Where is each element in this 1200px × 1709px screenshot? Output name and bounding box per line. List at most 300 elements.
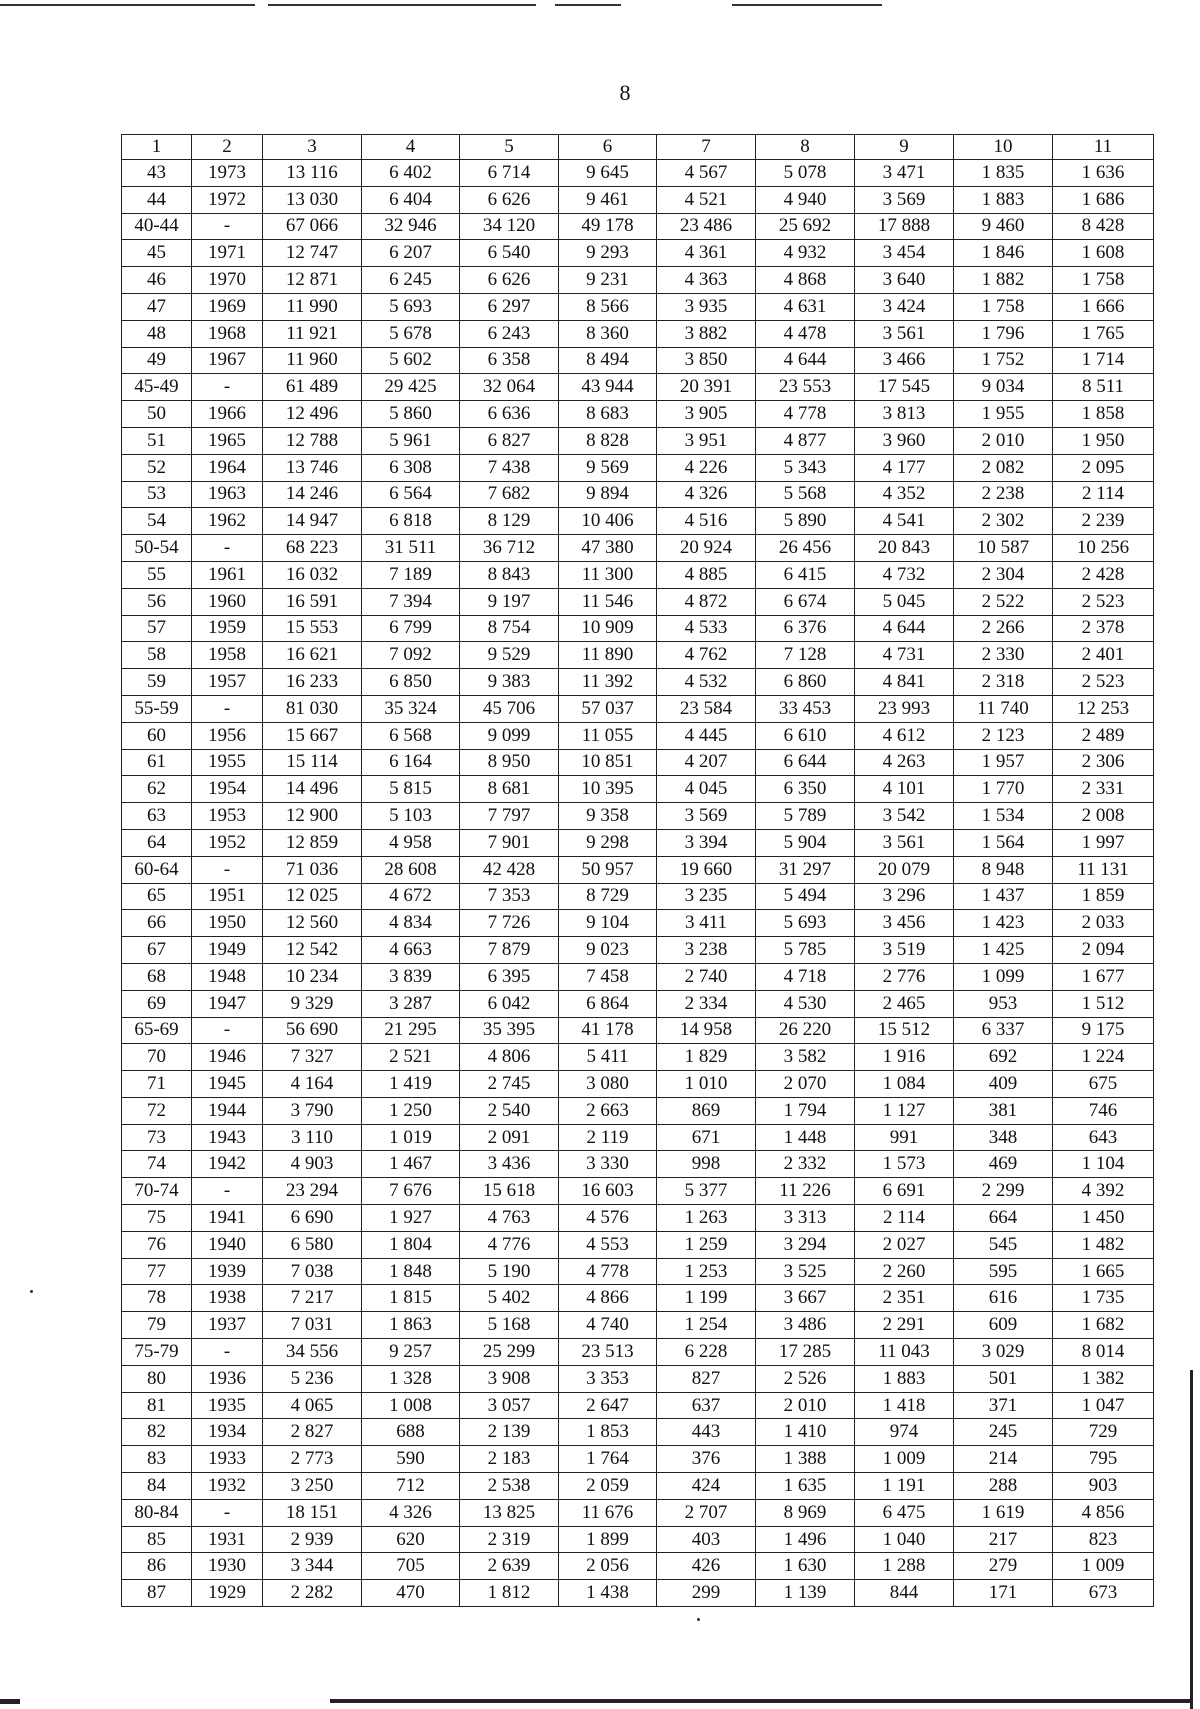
table-subtotal-row — [122, 535, 1154, 562]
table-cell: - — [192, 374, 263, 401]
table-cell: 1 099 — [954, 963, 1053, 990]
table-cell: 2 663 — [559, 1097, 657, 1124]
table-cell: 4 533 — [657, 615, 756, 642]
table-cell: 5 343 — [756, 454, 855, 481]
table-cell: 3 110 — [263, 1124, 362, 1151]
table-cell: 9 529 — [460, 642, 559, 669]
table-cell: 6 042 — [460, 990, 559, 1017]
table-cell: 1945 — [192, 1071, 263, 1098]
table-cell: 23 486 — [657, 213, 756, 240]
table-cell: 55 — [122, 561, 192, 588]
table-cell: - — [192, 856, 263, 883]
table-cell: 2 332 — [756, 1151, 855, 1178]
table-cell: 1 796 — [954, 320, 1053, 347]
table-cell: 1940 — [192, 1231, 263, 1258]
table-row — [122, 1231, 1154, 1258]
table-cell: 3 436 — [460, 1151, 559, 1178]
table-cell: 6 818 — [362, 508, 460, 535]
table-cell: 2 740 — [657, 963, 756, 990]
table-cell: 52 — [122, 454, 192, 481]
table-cell: 11 960 — [263, 347, 362, 374]
table-cell: 78 — [122, 1285, 192, 1312]
table-cell: 9 461 — [559, 186, 657, 213]
table-cell: 4 541 — [855, 508, 954, 535]
table-cell: 6 297 — [460, 293, 559, 320]
table-cell: 3 344 — [263, 1553, 362, 1580]
table-cell: 4 841 — [855, 669, 954, 696]
table-cell: 1 104 — [1053, 1151, 1154, 1178]
table-cell: 76 — [122, 1231, 192, 1258]
scan-edge-line — [1190, 1370, 1193, 1709]
table-cell: 1 040 — [855, 1526, 954, 1553]
table-cell: 1 482 — [1053, 1231, 1154, 1258]
table-cell: 12 542 — [263, 937, 362, 964]
table-cell: 74 — [122, 1151, 192, 1178]
table-cell: 9 293 — [559, 240, 657, 267]
table-row — [122, 561, 1154, 588]
table-cell: 1 573 — [855, 1151, 954, 1178]
table-cell: 1 758 — [954, 293, 1053, 320]
table-cell: 15 114 — [263, 749, 362, 776]
table-cell: 2 827 — [263, 1419, 362, 1446]
table-cell: 299 — [657, 1580, 756, 1607]
table-cell: 5 568 — [756, 481, 855, 508]
table-cell: 3 466 — [855, 347, 954, 374]
table-cell: 23 993 — [855, 695, 954, 722]
table-cell: 8 428 — [1053, 213, 1154, 240]
table-cell: 5 693 — [362, 293, 460, 320]
table-cell: 2 939 — [263, 1526, 362, 1553]
table-cell: 9 298 — [559, 829, 657, 856]
table-cell: 5 890 — [756, 508, 855, 535]
table-cell: 6 691 — [855, 1178, 954, 1205]
table-cell: 6 799 — [362, 615, 460, 642]
table-cell: 3 582 — [756, 1044, 855, 1071]
table-cell: 16 591 — [263, 588, 362, 615]
table-cell: 2 010 — [954, 427, 1053, 454]
table-row — [122, 588, 1154, 615]
table-cell: 7 879 — [460, 937, 559, 964]
table-cell: 10 256 — [1053, 535, 1154, 562]
table-cell: 595 — [954, 1258, 1053, 1285]
table-cell: 70-74 — [122, 1178, 192, 1205]
table-cell: 6 243 — [460, 320, 559, 347]
table-cell: 8 494 — [559, 347, 657, 374]
table-cell: 3 951 — [657, 427, 756, 454]
table-cell: 1 008 — [362, 1392, 460, 1419]
table-cell: 1 328 — [362, 1365, 460, 1392]
table-cell: 3 790 — [263, 1097, 362, 1124]
table-cell: 998 — [657, 1151, 756, 1178]
table-cell: 20 924 — [657, 535, 756, 562]
table-cell: 5 377 — [657, 1178, 756, 1205]
table-cell: 1957 — [192, 669, 263, 696]
table-row — [122, 1258, 1154, 1285]
table-cell: 1933 — [192, 1446, 263, 1473]
table-cell: 2 027 — [855, 1231, 954, 1258]
page-number: 8 — [619, 80, 631, 105]
table-cell: 705 — [362, 1553, 460, 1580]
table-row — [122, 910, 1154, 937]
table-cell: 1 199 — [657, 1285, 756, 1312]
table-cell: 7 353 — [460, 883, 559, 910]
table-cell: 2 114 — [1053, 481, 1154, 508]
table-cell: 4 521 — [657, 186, 756, 213]
column-header: 5 — [460, 135, 559, 160]
table-row — [122, 1365, 1154, 1392]
table-cell: 1 735 — [1053, 1285, 1154, 1312]
table-cell: 1 848 — [362, 1258, 460, 1285]
table-cell: 3 905 — [657, 401, 756, 428]
table-cell: 2 238 — [954, 481, 1053, 508]
table-cell: 409 — [954, 1071, 1053, 1098]
table-cell: 67 066 — [263, 213, 362, 240]
table-cell: 1 564 — [954, 829, 1053, 856]
table-cell: 66 — [122, 910, 192, 937]
table-cell: 4 045 — [657, 776, 756, 803]
table-cell: 6 827 — [460, 427, 559, 454]
table-cell: 1970 — [192, 267, 263, 294]
table-cell: 45 706 — [460, 695, 559, 722]
scan-speck — [30, 1290, 33, 1293]
table-cell: 2 707 — [657, 1499, 756, 1526]
table-cell: 903 — [1053, 1473, 1154, 1500]
table-cell: 1 139 — [756, 1580, 855, 1607]
table-cell: 67 — [122, 937, 192, 964]
table-cell: 8 129 — [460, 508, 559, 535]
table-row — [122, 401, 1154, 428]
table-cell: 2 523 — [1053, 588, 1154, 615]
table-cell: 4 872 — [657, 588, 756, 615]
table-cell: 4 553 — [559, 1231, 657, 1258]
table-cell: 2 776 — [855, 963, 954, 990]
table-cell: 1 010 — [657, 1071, 756, 1098]
table-cell: 12 900 — [263, 803, 362, 830]
table-cell: 6 404 — [362, 186, 460, 213]
table-cell: 1972 — [192, 186, 263, 213]
table-cell: 1 835 — [954, 160, 1053, 187]
table-cell: 71 036 — [263, 856, 362, 883]
table-cell: 3 569 — [855, 186, 954, 213]
table-cell: 12 859 — [263, 829, 362, 856]
table-cell: 34 120 — [460, 213, 559, 240]
table-cell: 65 — [122, 883, 192, 910]
table-cell: 2 094 — [1053, 937, 1154, 964]
table-cell: 3 424 — [855, 293, 954, 320]
scan-edge-line — [732, 4, 882, 6]
table-row — [122, 347, 1154, 374]
table-cell: 1 770 — [954, 776, 1053, 803]
table-cell: 11 921 — [263, 320, 362, 347]
table-cell: 4 903 — [263, 1151, 362, 1178]
table-subtotal-row — [122, 856, 1154, 883]
table-cell: 217 — [954, 1526, 1053, 1553]
table-cell: 9 329 — [263, 990, 362, 1017]
table-cell: 4 672 — [362, 883, 460, 910]
table-cell: 2 095 — [1053, 454, 1154, 481]
table-cell: 43 944 — [559, 374, 657, 401]
table-cell: 1 752 — [954, 347, 1053, 374]
table-cell: 6 580 — [263, 1231, 362, 1258]
table-cell: 51 — [122, 427, 192, 454]
table-cell: 4 164 — [263, 1071, 362, 1098]
table-cell: 13 030 — [263, 186, 362, 213]
table-cell: 1 829 — [657, 1044, 756, 1071]
table-row — [122, 990, 1154, 1017]
table-cell: 6 207 — [362, 240, 460, 267]
table-cell: 1 425 — [954, 937, 1053, 964]
table-cell: 8 754 — [460, 615, 559, 642]
table-cell: 1931 — [192, 1526, 263, 1553]
table-cell: 6 245 — [362, 267, 460, 294]
table-cell: 20 843 — [855, 535, 954, 562]
table-cell: 827 — [657, 1365, 756, 1392]
table-cell: 1965 — [192, 427, 263, 454]
table-cell: 1 619 — [954, 1499, 1053, 1526]
table-cell: 11 546 — [559, 588, 657, 615]
table-cell: 2 401 — [1053, 642, 1154, 669]
table-cell: 3 908 — [460, 1365, 559, 1392]
table-cell: 2 010 — [756, 1392, 855, 1419]
table-cell: 7 038 — [263, 1258, 362, 1285]
table-cell: 4 352 — [855, 481, 954, 508]
table-subtotal-row — [122, 695, 1154, 722]
table-cell: 443 — [657, 1419, 756, 1446]
table-cell: 11 043 — [855, 1339, 954, 1366]
table-cell: 1 714 — [1053, 347, 1154, 374]
table-cell: 7 217 — [263, 1285, 362, 1312]
table-cell: 62 — [122, 776, 192, 803]
table-cell: 823 — [1053, 1526, 1154, 1553]
table-cell: 1 382 — [1053, 1365, 1154, 1392]
table-cell: 2 304 — [954, 561, 1053, 588]
table-cell: 26 456 — [756, 535, 855, 562]
table-cell: 1969 — [192, 293, 263, 320]
table-cell: 3 850 — [657, 347, 756, 374]
table-cell: 6 626 — [460, 186, 559, 213]
table-cell: 2 260 — [855, 1258, 954, 1285]
table-cell: 1942 — [192, 1151, 263, 1178]
table-cell: 23 513 — [559, 1339, 657, 1366]
table-cell: 7 092 — [362, 642, 460, 669]
table-row — [122, 1205, 1154, 1232]
table-cell: 3 542 — [855, 803, 954, 830]
table-cell: 33 453 — [756, 695, 855, 722]
table-cell: 16 032 — [263, 561, 362, 588]
table-cell: 688 — [362, 1419, 460, 1446]
table-cell: 7 676 — [362, 1178, 460, 1205]
table-cell: 17 545 — [855, 374, 954, 401]
table-cell: 4 065 — [263, 1392, 362, 1419]
table-cell: 2 745 — [460, 1071, 559, 1098]
table-cell: 3 882 — [657, 320, 756, 347]
table-cell: 11 226 — [756, 1178, 855, 1205]
table-cell: 14 246 — [263, 481, 362, 508]
table-cell: 20 079 — [855, 856, 954, 883]
table-cell: 1958 — [192, 642, 263, 669]
table-cell: - — [192, 213, 263, 240]
table-cell: 6 308 — [362, 454, 460, 481]
table-cell: 3 080 — [559, 1071, 657, 1098]
table-cell: 4 856 — [1053, 1499, 1154, 1526]
table-row — [122, 937, 1154, 964]
table-cell: 49 — [122, 347, 192, 374]
table-cell: 426 — [657, 1553, 756, 1580]
table-cell: 56 — [122, 588, 192, 615]
table-cell: 2 059 — [559, 1473, 657, 1500]
table-cell: 41 178 — [559, 1017, 657, 1044]
table-cell: 1946 — [192, 1044, 263, 1071]
table-cell: 87 — [122, 1580, 192, 1607]
table-cell: 4 732 — [855, 561, 954, 588]
table-cell: 1 253 — [657, 1258, 756, 1285]
table-row — [122, 642, 1154, 669]
table-cell: 6 860 — [756, 669, 855, 696]
table-cell: 1935 — [192, 1392, 263, 1419]
table-cell: 3 525 — [756, 1258, 855, 1285]
table-cell: 2 302 — [954, 508, 1053, 535]
table-cell: 5 785 — [756, 937, 855, 964]
table-cell: 3 471 — [855, 160, 954, 187]
table-cell: 1 666 — [1053, 293, 1154, 320]
table-row — [122, 883, 1154, 910]
table-cell: 469 — [954, 1151, 1053, 1178]
table-row — [122, 1071, 1154, 1098]
table-cell: 1 853 — [559, 1419, 657, 1446]
table-cell: 1 955 — [954, 401, 1053, 428]
table-cell: 9 175 — [1053, 1017, 1154, 1044]
table-cell: 2 082 — [954, 454, 1053, 481]
table-row — [122, 1044, 1154, 1071]
table-cell: 9 358 — [559, 803, 657, 830]
table-cell: 5 411 — [559, 1044, 657, 1071]
table-cell: 45-49 — [122, 374, 192, 401]
table-cell: 73 — [122, 1124, 192, 1151]
table-cell: 6 850 — [362, 669, 460, 696]
table-row — [122, 722, 1154, 749]
table-cell: 75-79 — [122, 1339, 192, 1366]
table-cell: 1951 — [192, 883, 263, 910]
table-row — [122, 160, 1154, 187]
table-cell: 4 361 — [657, 240, 756, 267]
table-cell: 50 — [122, 401, 192, 428]
table-cell: 8 828 — [559, 427, 657, 454]
table-cell: 1 388 — [756, 1446, 855, 1473]
table-cell: 1937 — [192, 1312, 263, 1339]
table-row — [122, 615, 1154, 642]
table-cell: 3 250 — [263, 1473, 362, 1500]
table-cell: 1939 — [192, 1258, 263, 1285]
table-cell: 1932 — [192, 1473, 263, 1500]
table-cell: 4 530 — [756, 990, 855, 1017]
table-cell: 80-84 — [122, 1499, 192, 1526]
table-cell: 11 890 — [559, 642, 657, 669]
table-cell: 8 843 — [460, 561, 559, 588]
table-cell: 5 961 — [362, 427, 460, 454]
table-cell: 712 — [362, 1473, 460, 1500]
table-cell: 2 521 — [362, 1044, 460, 1071]
table-cell: 9 197 — [460, 588, 559, 615]
table-cell: 70 — [122, 1044, 192, 1071]
table-cell: 83 — [122, 1446, 192, 1473]
table-cell: 56 690 — [263, 1017, 362, 1044]
table-cell: 1 630 — [756, 1553, 855, 1580]
statistics-table — [121, 134, 1154, 1607]
table-cell: 7 031 — [263, 1312, 362, 1339]
table-cell: 8 729 — [559, 883, 657, 910]
table-cell: 47 380 — [559, 535, 657, 562]
table-cell: - — [192, 1339, 263, 1366]
table-cell: 1 423 — [954, 910, 1053, 937]
table-cell: 2 378 — [1053, 615, 1154, 642]
table-cell: 11 055 — [559, 722, 657, 749]
table-cell: 8 969 — [756, 1499, 855, 1526]
table-cell: 590 — [362, 1446, 460, 1473]
table-cell: 28 608 — [362, 856, 460, 883]
table-cell: 5 860 — [362, 401, 460, 428]
table-cell: 4 663 — [362, 937, 460, 964]
scan-edge-line — [330, 1699, 1190, 1703]
table-cell: 5 789 — [756, 803, 855, 830]
table-cell: 4 101 — [855, 776, 954, 803]
table-cell: 2 091 — [460, 1124, 559, 1151]
table-cell: 5 602 — [362, 347, 460, 374]
table-cell: 4 612 — [855, 722, 954, 749]
table-cell: 15 618 — [460, 1178, 559, 1205]
table-cell: 2 330 — [954, 642, 1053, 669]
table-cell: 2 123 — [954, 722, 1053, 749]
table-cell: 8 511 — [1053, 374, 1154, 401]
table-cell: 8 683 — [559, 401, 657, 428]
table-cell: 4 532 — [657, 669, 756, 696]
table-cell: 3 839 — [362, 963, 460, 990]
table-cell: 69 — [122, 990, 192, 1017]
table-cell: 13 825 — [460, 1499, 559, 1526]
table-cell: 68 223 — [263, 535, 362, 562]
table-cell: 60 — [122, 722, 192, 749]
table-cell: 5 678 — [362, 320, 460, 347]
table-cell: 1960 — [192, 588, 263, 615]
table-cell: 1 686 — [1053, 186, 1154, 213]
table-cell: 14 947 — [263, 508, 362, 535]
table-cell: 3 394 — [657, 829, 756, 856]
table-cell: 11 392 — [559, 669, 657, 696]
table-cell: 545 — [954, 1231, 1053, 1258]
table-subtotal-row — [122, 1178, 1154, 1205]
table-row — [122, 1285, 1154, 1312]
table-cell: 15 667 — [263, 722, 362, 749]
table-cell: 84 — [122, 1473, 192, 1500]
table-cell: 47 — [122, 293, 192, 320]
table-cell: 869 — [657, 1097, 756, 1124]
table-row — [122, 749, 1154, 776]
table-cell: 1964 — [192, 454, 263, 481]
table-cell: 6 610 — [756, 722, 855, 749]
table-cell: 1 496 — [756, 1526, 855, 1553]
table-cell: 7 726 — [460, 910, 559, 937]
table-cell: 6 674 — [756, 588, 855, 615]
table-cell: 1 859 — [1053, 883, 1154, 910]
column-header: 10 — [954, 135, 1053, 160]
table-cell: 795 — [1053, 1446, 1154, 1473]
table-cell: 2 056 — [559, 1553, 657, 1580]
table-cell: 3 561 — [855, 320, 954, 347]
table-cell: 1973 — [192, 160, 263, 187]
table-cell: 1 418 — [855, 1392, 954, 1419]
header-row — [122, 135, 1154, 160]
table-cell: 4 326 — [362, 1499, 460, 1526]
table-cell: 288 — [954, 1473, 1053, 1500]
